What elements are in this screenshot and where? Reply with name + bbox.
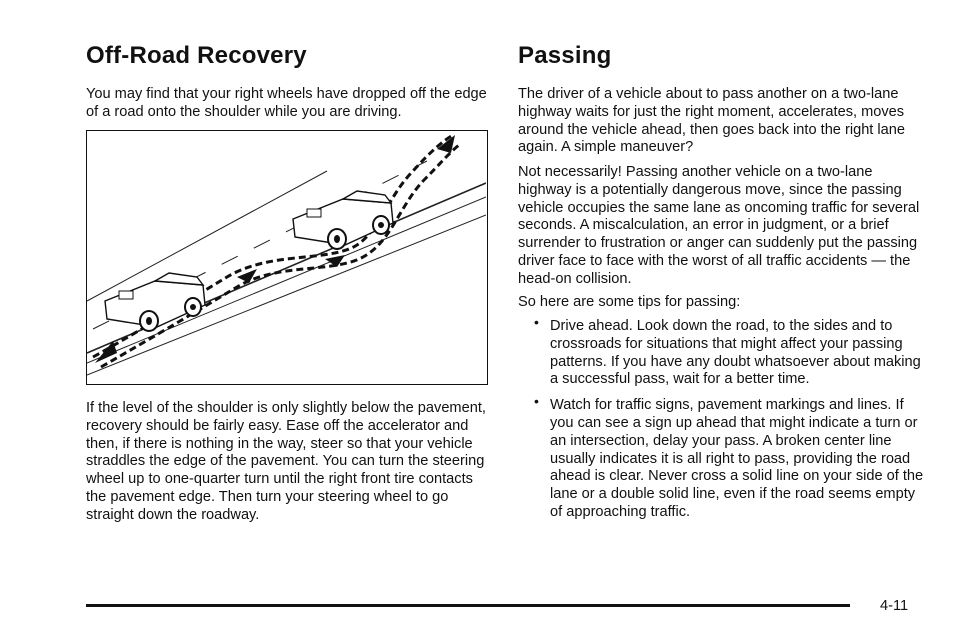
off-road-recovery-illustration — [86, 130, 488, 385]
road-far-edge — [87, 171, 327, 301]
shoulder-line — [87, 197, 486, 363]
vehicle-path-right — [101, 145, 459, 367]
tip-text: Watch for traffic signs, pavement markings and lines. If you can see a sign up ahead that might indicate a turn or an intersection, delay your pass. A broken center line usually indicates it is all right to pass, providing the road ahead is clear. Never cross a solid line on your side of the lane or a double solid line, even if the road seems empty of approaching traffic. — [550, 397, 924, 520]
passing-paragraph-1: The driver of a vehicle about to pass another on a two-lane highway waits for just the right moment, accelerates, moves around the vehicle ahead, then goes back into the right lane again. A simple maneuver? — [518, 86, 906, 156]
off-road-recovery-heading: Off-Road Recovery — [86, 42, 307, 69]
passing-paragraph-2: Not necessarily! Passing another vehicle on a two-lane highway is a potentially dangerous move, since the passing vehicle occupies the same lane as oncoming traffic for several seconds. A miscalculation, an error in judgment, or a brief surrender to frustration or anger can suddenly put the passing driver face to face with the worst of all traffic accidents — the head-on collision. — [518, 164, 920, 287]
pickup-truck-icon — [105, 273, 205, 331]
passing-heading: Passing — [518, 42, 612, 69]
bullet-icon: • — [534, 393, 539, 410]
off-road-recovery-paragraph: If the level of the shoulder is only slightly below the pavement, recovery should be fairly easy. Ease off the accelerator and then, if there is nothing in the way, steer so that your vehicle straddles the edge of the pavement. You can turn the steering wheel up to one-quarter turn until the right front tire contacts the pavement edge. Then turn your steering wheel to go straight down the roadway. — [86, 400, 486, 523]
passing-tips-list — [518, 314, 930, 522]
list-item — [518, 393, 930, 522]
road-illustration-svg — [87, 131, 486, 383]
off-road-intro-paragraph: You may find that your right wheels have dropped off the edge of a road onto the shoulder while you are driving. — [86, 86, 487, 120]
footer-rule — [86, 604, 850, 607]
bullet-icon: • — [534, 314, 539, 330]
list-item — [518, 314, 930, 389]
page-number: 4-11 — [880, 598, 909, 614]
passing-tips-intro: So here are some tips for passing: — [518, 294, 741, 310]
tip-text: Drive ahead. Look down the road, to the sides and to crossroads for situations that might affect your passing patterns. If you have any doubt whatsoever about making a successful pass, wait for a better time. — [550, 318, 921, 388]
pickup-truck-icon — [293, 191, 393, 249]
